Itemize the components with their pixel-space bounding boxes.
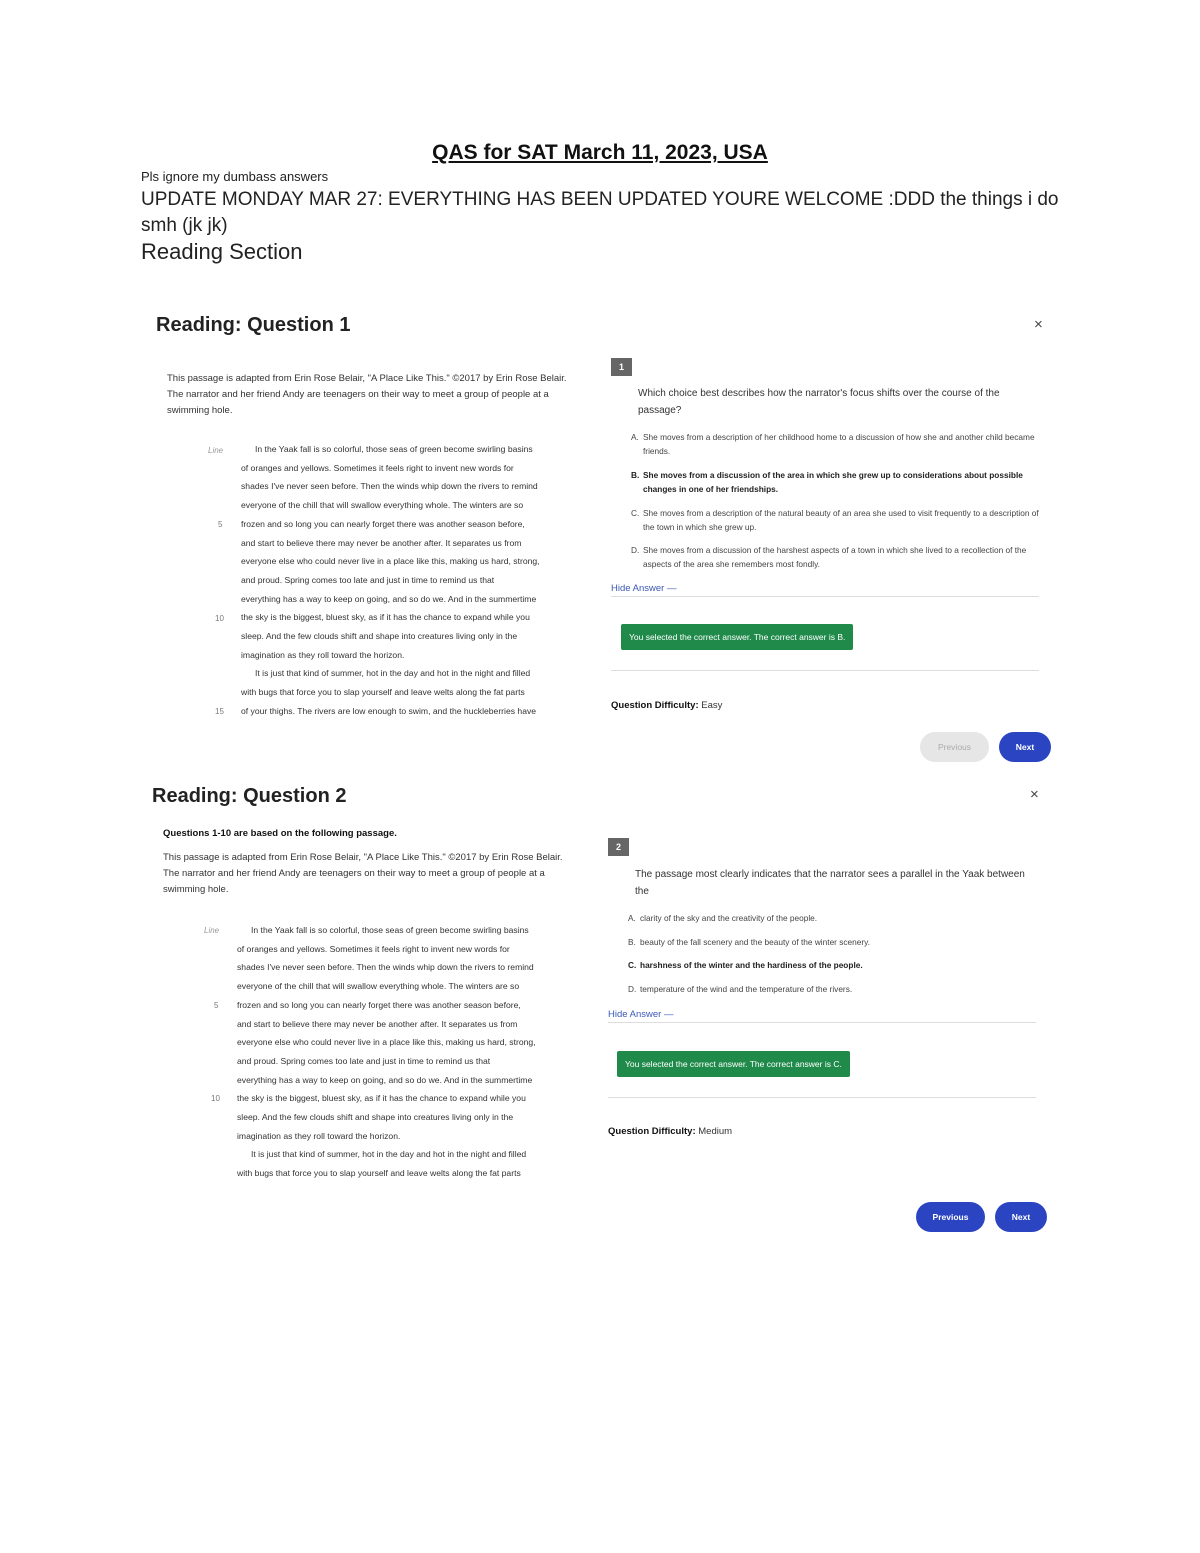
- question-difficulty: [611, 700, 722, 711]
- section-heading: Reading Section: [141, 239, 303, 264]
- answer-choice-c[interactable]: [631, 506, 1041, 534]
- passage-line: everyone else who could never live in a place like this, making us hard, strong,: [237, 1037, 536, 1048]
- passage-line: with bugs that force you to slap yourself and leave welts along the fat parts: [241, 687, 525, 698]
- choice-letter: C.: [628, 960, 637, 970]
- passage-line: and start to believe there may never be another after. It separates us from: [237, 1018, 518, 1029]
- passage-line: frozen and so long you can nearly forget there was another season before,: [241, 518, 525, 529]
- divider: [611, 596, 1039, 597]
- question-number-badge: 1: [611, 358, 632, 376]
- close-icon[interactable]: ×: [1030, 786, 1039, 803]
- divider: [611, 670, 1039, 671]
- passage-line: of your thighs. The rivers are low enough to swim, and the huckleberries have: [241, 705, 537, 716]
- answer-choice-d[interactable]: [631, 543, 1041, 571]
- passage-line: It is just that kind of summer, hot in the day and hot in the night and filled: [255, 668, 531, 679]
- line-number: 5: [214, 1001, 219, 1010]
- passage-line: In the Yaak fall is so colorful, those seas of green become swirling basins: [255, 444, 533, 454]
- choice-text: harshness of the winter and the hardiness of the people.: [640, 960, 863, 970]
- line-number: 5: [218, 520, 223, 529]
- divider: [608, 1022, 1036, 1023]
- passage-line: everything has a way to keep on going, and so do we. And in the summertime: [241, 593, 537, 604]
- previous-button[interactable]: Previous: [916, 1202, 985, 1232]
- document-update-text: UPDATE MONDAY MAR 27: EVERYTHING HAS BEEN UPDATED YOURE WELCOME :DDD the things i do smh (jk jk): [141, 189, 1059, 236]
- choice-letter: A.: [628, 913, 636, 923]
- close-icon[interactable]: ×: [1034, 316, 1043, 333]
- answer-choice-b[interactable]: [631, 468, 1041, 496]
- passage-line: sleep. And the few clouds shift and shape into creatures living only in the: [237, 1112, 514, 1122]
- passage-line: the sky is the biggest, bluest sky, as if it has the chance to expand while you: [241, 612, 530, 623]
- choice-text: beauty of the fall scenery and the beauty of the winter scenery.: [640, 937, 870, 947]
- passage-line: everything has a way to keep on going, and so do we. And in the summertime: [237, 1074, 533, 1085]
- answer-choice-d[interactable]: [628, 982, 1038, 996]
- line-label: Line: [204, 926, 220, 935]
- difficulty-label: Question Difficulty:: [608, 1126, 696, 1137]
- choice-text: temperature of the wind and the temperature of the rivers.: [640, 984, 853, 994]
- hide-answer-link[interactable]: Hide Answer —: [611, 583, 677, 594]
- next-button[interactable]: Next: [999, 732, 1051, 762]
- hide-answer-link[interactable]: Hide Answer —: [608, 1009, 674, 1020]
- choice-letter: A.: [631, 432, 639, 442]
- passage-intro: This passage is adapted from Erin Rose Belair, "A Place Like This." ©2017 by Erin Rose Belair. The narrator and her friend Andy are teenagers on their way to meet a group of people at a swimming hole.: [163, 852, 563, 895]
- passage-line: with bugs that force you to slap yourself and leave welts along the fat parts: [237, 1168, 521, 1179]
- passage-intro: This passage is adapted from Erin Rose Belair, "A Place Like This." ©2017 by Erin Rose Belair. The narrator and her friend Andy are teenagers on their way to meet a group of people at a swimming hole.: [167, 373, 567, 416]
- question-heading: Reading: Question 1: [156, 314, 351, 336]
- passage-line: everyone of the chill that will swallow everything whole. The winters are so: [241, 500, 524, 511]
- answer-choice-a[interactable]: [628, 911, 1038, 925]
- line-number: 10: [211, 1094, 220, 1103]
- line-label: Line: [208, 446, 224, 455]
- answer-feedback-banner: You selected the correct answer. The correct answer is B.: [621, 624, 853, 650]
- passage-line: of oranges and yellows. Sometimes it feels right to invent new words for: [237, 943, 510, 954]
- question-stem: The passage most clearly indicates that the narrator sees a parallel in the Yaak between the: [635, 869, 1025, 897]
- passage-line: and start to believe there may never be another after. It separates us from: [241, 537, 522, 548]
- choice-text: clarity of the sky and the creativity of the people.: [640, 913, 818, 923]
- choice-text: She moves from a description of her childhood home to a discussion of how she and another child became friends.: [643, 432, 1035, 456]
- choice-text: She moves from a description of the natural beauty of an area she used to visit frequently to a description of the town in which she grew up.: [643, 508, 1039, 532]
- question-stem: Which choice best describes how the narrator's focus shifts over the course of the passage?: [638, 388, 1000, 416]
- answer-choice-a[interactable]: [631, 430, 1041, 458]
- passage-line: It is just that kind of summer, hot in the day and hot in the night and filled: [251, 1149, 527, 1160]
- previous-button[interactable]: Previous: [920, 732, 989, 762]
- choice-letter: C.: [631, 508, 640, 518]
- passage-line: the sky is the biggest, bluest sky, as if it has the chance to expand while you: [237, 1093, 526, 1104]
- line-number: 10: [215, 614, 224, 623]
- passage-line: imagination as they roll toward the horizon.: [241, 649, 405, 660]
- passage-line: sleep. And the few clouds shift and shape into creatures living only in the: [241, 631, 518, 641]
- passage-lead: Questions 1-10 are based on the following passage.: [163, 828, 397, 839]
- passage-line: In the Yaak fall is so colorful, those seas of green become swirling basins: [251, 925, 529, 935]
- passage-line: and proud. Spring comes too late and just in time to remind us that: [241, 574, 495, 585]
- question-number-badge: 2: [608, 838, 629, 856]
- choice-letter: D.: [631, 545, 640, 555]
- question-heading: Reading: Question 2: [152, 785, 347, 807]
- choice-letter: D.: [628, 984, 637, 994]
- choice-letter: B.: [628, 937, 636, 947]
- passage-line: shades I've never seen before. Then the winds whip down the rivers to remind: [241, 481, 538, 492]
- passage-line: and proud. Spring comes too late and just in time to remind us that: [237, 1055, 491, 1066]
- difficulty-value: Medium: [698, 1126, 733, 1137]
- passage-line: frozen and so long you can nearly forget there was another season before,: [237, 999, 521, 1010]
- next-button[interactable]: Next: [995, 1202, 1047, 1232]
- passage-line: shades I've never seen before. Then the winds whip down the rivers to remind: [237, 962, 534, 973]
- answer-choice-c[interactable]: [628, 958, 1038, 972]
- choice-text: She moves from a discussion of the area in which she grew up to considerations about possible changes in one of her friendships.: [643, 470, 1023, 494]
- passage-line: imagination as they roll toward the horizon.: [237, 1130, 401, 1141]
- choice-text: She moves from a discussion of the harshest aspects of a town in which she lived to a recollection of the aspects of the area she remembers most fondly.: [643, 545, 1027, 569]
- passage-line: everyone else who could never live in a place like this, making us hard, strong,: [241, 556, 540, 567]
- difficulty-value: Easy: [701, 700, 723, 711]
- divider: [608, 1097, 1036, 1098]
- document-title: QAS for SAT March 11, 2023, USA: [432, 141, 768, 164]
- passage-line: of oranges and yellows. Sometimes it feels right to invent new words for: [241, 462, 514, 473]
- passage-text: [237, 925, 577, 1185]
- document-note: Pls ignore my dumbass answers: [141, 169, 329, 184]
- answer-feedback-banner: You selected the correct answer. The correct answer is C.: [617, 1051, 850, 1077]
- passage-line: everyone of the chill that will swallow everything whole. The winters are so: [237, 981, 520, 992]
- line-number: 15: [215, 707, 224, 716]
- question-difficulty: [608, 1126, 732, 1137]
- answer-choice-b[interactable]: [628, 935, 1038, 949]
- difficulty-label: Question Difficulty:: [611, 700, 699, 711]
- choice-letter: B.: [631, 470, 640, 480]
- passage-text: [241, 444, 581, 724]
